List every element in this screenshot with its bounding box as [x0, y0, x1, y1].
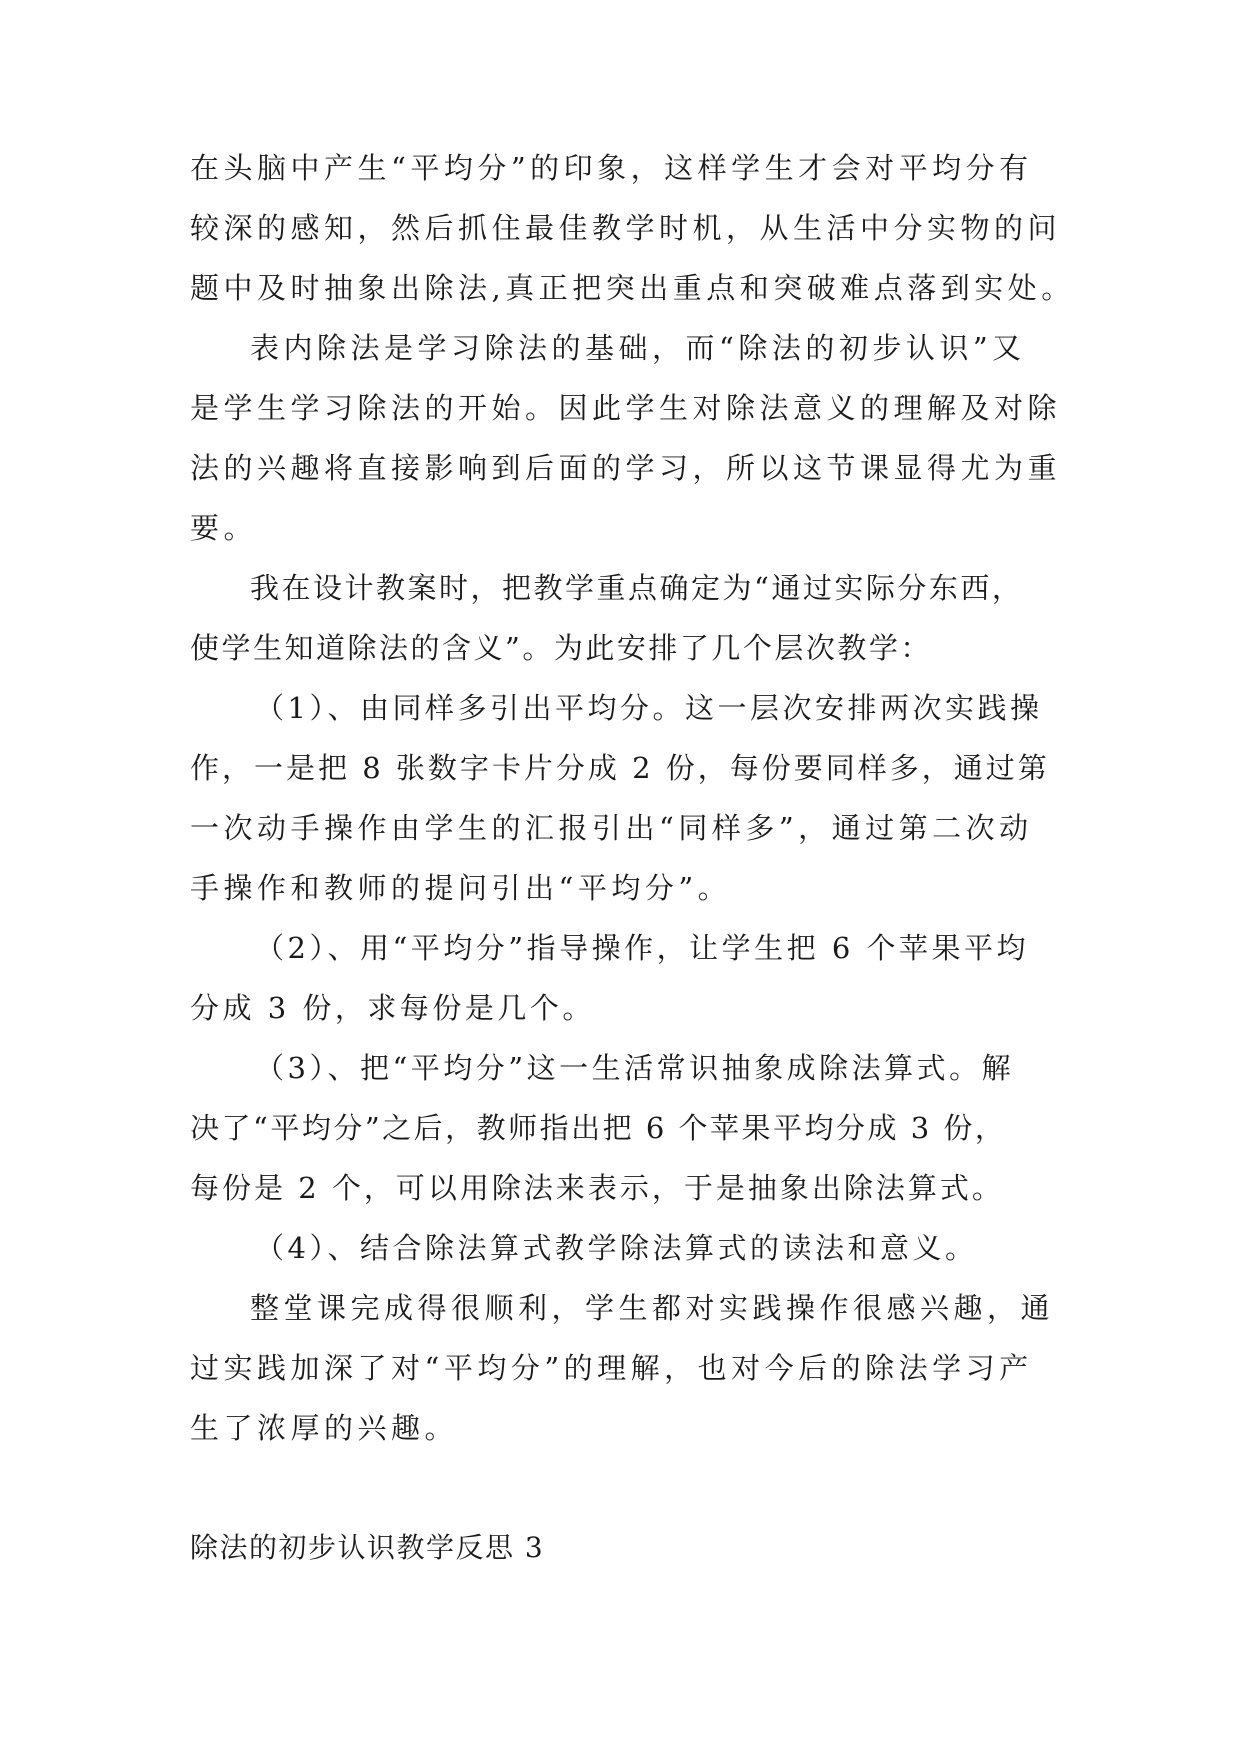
section-heading: 除法的初步认识教学反思 3 [190, 1531, 545, 1564]
list-item-1-line-1: （1）、由同样多引出平均分。这一层次安排两次实践操 [255, 691, 1043, 725]
list-item-3-line-3: 每份是 2 个，可以用除法来表示，于是抽象出除法算式。 [190, 1171, 1004, 1205]
list-item-2-line-2: 分成 3 份，求每份是几个。 [190, 991, 595, 1025]
list-item-2-line-1: （2）、用“平均分”指导操作，让学生把 6 个苹果平均 [255, 931, 1029, 965]
list-item-3-line-1: （3）、把“平均分”这一生活常识抽象成除法算式。解 [255, 1051, 1015, 1085]
paragraph-1-line-3: 题中及时抽象出除法,真正把突出重点和突破难点落到实处。 [190, 271, 1075, 305]
paragraph-1-line-1: 在头脑中产生“平均分”的印象，这样学生才会对平均分有 [190, 151, 1033, 185]
list-item-1-line-4: 手操作和教师的提问引出“平均分”。 [190, 871, 732, 905]
paragraph-2-line-3: 法的兴趣将直接影响到后面的学习，所以这节课显得尤为重 [190, 451, 1062, 485]
paragraph-2-line-4: 要。 [190, 511, 258, 545]
list-item-1-line-3: 一次动手操作由学生的汇报引出“同样多”，通过第二次动 [190, 811, 1033, 845]
list-item-3-line-2: 决了“平均分”之后，教师指出把 6 个苹果平均分成 3 份， [190, 1111, 1007, 1145]
paragraph-3-line-1: 我在设计教案时，把教学重点确定为“通过实际分东西， [250, 571, 1024, 605]
paragraph-4-line-1: 整堂课完成得很顺利，学生都对实践操作很感兴趣，通 [250, 1291, 1055, 1325]
paragraph-1-line-2: 较深的感知，然后抓住最佳教学时机，从生活中分实物的问 [190, 211, 1062, 245]
list-item-4-line-1: （4）、结合除法算式教学除法算式的读法和意义。 [255, 1231, 978, 1265]
paragraph-2-line-2: 是学生学习除法的开始。因此学生对除法意义的理解及对除 [190, 391, 1062, 425]
list-item-1-line-2: 作，一是把 8 张数字卡片分成 2 份，每份要同样多，通过第 [190, 751, 1050, 785]
paragraph-2-line-1: 表内除法是学习除法的基础，而“除法的初步认识”又 [250, 331, 1026, 365]
paragraph-4-line-3: 生了浓厚的兴趣。 [190, 1411, 459, 1445]
paragraph-3-line-2: 使学生知道除法的含义”。为此安排了几个层次教学： [190, 631, 932, 665]
paragraph-4-line-2: 过实践加深了对“平均分”的理解，也对今后的除法学习产 [190, 1351, 1033, 1385]
